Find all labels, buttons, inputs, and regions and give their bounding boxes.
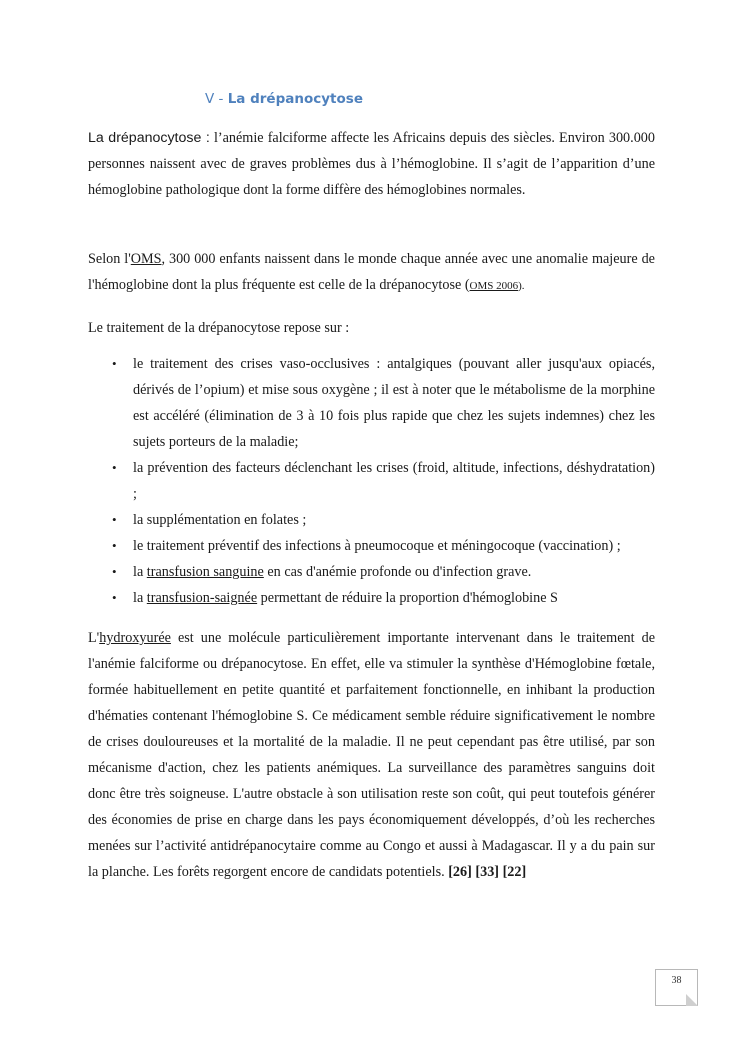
intro-text: l’anémie falciforme affecte les Africains depuis des siècles. Environ 300.000 personnes naissent avec de graves problèmes dus à l’hémoglobine. Il s’agit de l’apparition d’une hémoglobine pathologique dont la forme diffère des hémoglobines normales. [88, 130, 655, 198]
list-item-text: la [133, 590, 147, 606]
section-heading [205, 91, 363, 107]
transfusion-sanguine-link[interactable]: transfusion sanguine [146, 564, 264, 580]
hydroxyurea-paragraph [88, 625, 655, 885]
list-item [88, 585, 655, 611]
oms-2006-link[interactable]: OMS 2006 [469, 280, 519, 292]
list-item [88, 507, 655, 533]
intro-lead: La drépanocytose : [88, 130, 210, 146]
transfusion-saignee-link[interactable]: transfusion-saignée [146, 590, 258, 606]
hydroxyurea-text-before: L' [88, 630, 100, 646]
oms-text-before: Selon l' [88, 251, 131, 267]
list-item-text: la prévention des facteurs déclenchant les crises (froid, altitude, infections, déshydratation) ; [133, 460, 655, 502]
oms-text-end: ). [518, 280, 525, 292]
page-number: 38 [671, 975, 682, 986]
list-item-text: permettant de réduire la proportion d'hémoglobine S [257, 590, 558, 606]
oms-link[interactable]: OMS [130, 251, 162, 267]
list-item [88, 351, 655, 455]
intro-paragraph [88, 125, 655, 203]
list-item [88, 455, 655, 507]
treatment-intro: Le traitement de la drépanocytose repose sur : [88, 320, 350, 336]
list-item-text: le traitement des crises vaso-occlusives : antalgiques (pouvant aller jusqu'aux opiacés, dérivés de l’opium) et mise sous oxygène ; il est à noter que le métabolisme de la morphine est accéléré (élimination de 3 à 10 fois plus rapide que chez les sujets indemnes) chez les sujets porteurs de la maladie; [133, 356, 655, 450]
oms-text-after: , 300 000 enfants naissent dans le monde chaque année avec une anomalie majeure de l'hémoglobine dont la plus fréquente est celle de la drépanocytose ( [88, 251, 655, 293]
list-item-text: le traitement préventif des infections à pneumocoque et méningocoque (vaccination) ; [133, 538, 621, 554]
treatment-list [88, 351, 655, 611]
page-number-box [655, 969, 698, 1006]
section-number: V - [205, 91, 228, 107]
section-title: La drépanocytose [227, 91, 363, 107]
list-item [88, 533, 655, 559]
references: [26] [33] [22] [448, 864, 527, 880]
list-item-text: en cas d'anémie profonde ou d'infection grave. [263, 564, 532, 580]
page-curl-icon [686, 994, 698, 1006]
list-item [88, 559, 655, 585]
hydroxyurea-link[interactable]: hydroxyurée [99, 630, 171, 646]
oms-paragraph [88, 246, 655, 299]
list-item-text: la [133, 564, 147, 580]
list-item-text: la supplémentation en folates ; [133, 512, 307, 528]
hydroxyurea-text: est une molécule particulièrement importante intervenant dans le traitement de l'anémie falciforme ou drépanocytose. En effet, elle va stimuler la synthèse d'Hémoglobine fœtale, formée habituellement en petite quantité et parfaitement fonctionnelle, en inhibant la production d'hématies contenant l'hémoglobine S. Ce médicament semble réduire significativement le nombre de crises douloureuses et la mortalité de la maladie. Il ne peut cependant pas être utilisé, par son mécanisme d'action, chez les patients anémiques. La surveillance des paramètres sanguins doit donc être très soigneuse. L'autre obstacle à son utilisation reste son coût, qui peut toutefois générer des économies de prise en charge dans les pays économiquement développés, d’où les recherches menées sur l’activité antidrépanocytaire comme au Congo et aussi à Madagascar. Il y a du pain sur la planche. Les forêts regorgent encore de candidats potentiels. [88, 630, 655, 880]
